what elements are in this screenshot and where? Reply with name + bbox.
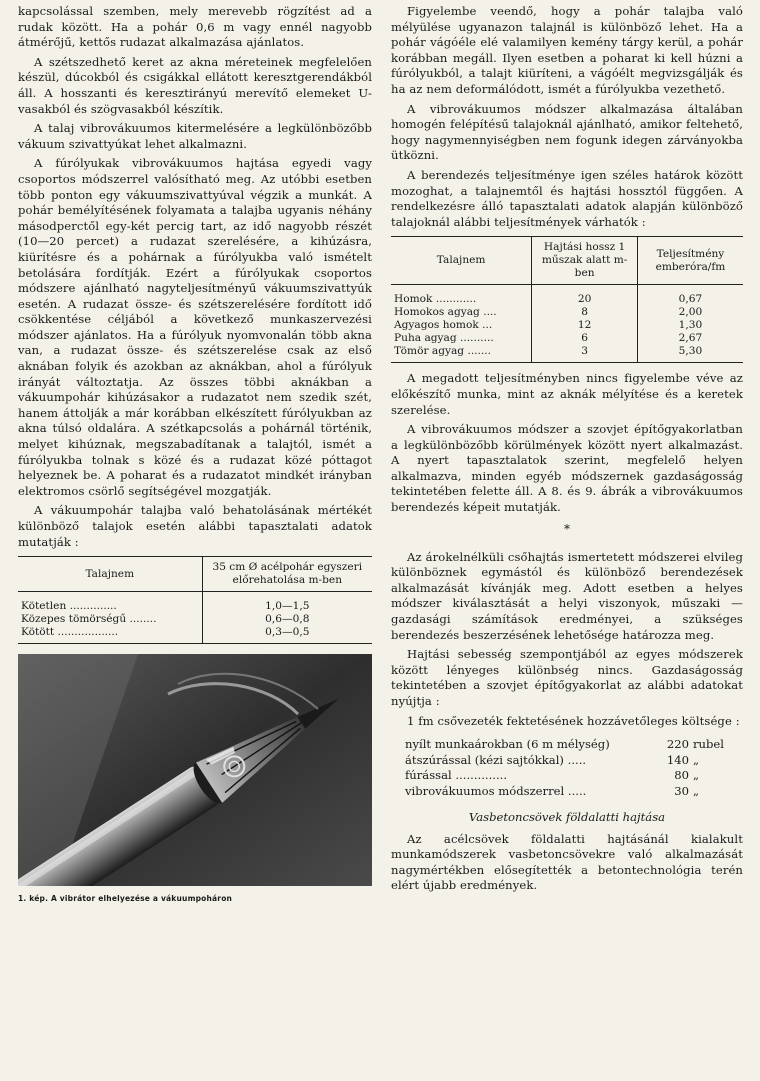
- paragraph: A vákuumpohár talajba való behatolásának mértékét különböző talajok esetén alábbi tapasztalati adatok mutatják :: [18, 503, 372, 549]
- paragraph: A fúrólyukak vibrovákuumos hajtása egyedi vagy csoportos módszerrel valósítható meg. Az utóbbi esetben több ponton egy vákuumszivattyúval végzik a munkát. A pohár bemélyítésének folyamata a talajba ugyanis néhány másodperctől egy-két percig tart, az idő nagyobb részét (10—20 percet) a rudazat szerelésére, a kihúzásra, kiürítésre és a pohárnak a fúrólyukba való ismételt betolására fordítják. Ezért a fúrólyukak csoportos módszere ajánlható nagyteljesítményű vákuumszivattyúk esetén. A rudazat össze- és szétszerelésére fordított idő csökkentése céljából a következő munkaszervezési módszer ajánlatos. Ha a fúrólyuk nyomvonalán több akna van, a rudazat össze- és szétszerelése csak az első aknában folyik és azokban az aknákban, ahol a fúrólyuk irányát változtatja. Az összes többi aknákban a vákuumpohár kihúzásakor a rudazatot nem szedik szét, hanem áttolják a már korábban elkészített fúrólyukban az akna túlsó oldalára. A szétkapcsolás a pohárnál történik, melyet kihúznak, megszabadítanak a talajtól, ismét a fúrólyukba tolnak s közé és a rudazat közé póttagot helyeznek be. A poharat és a rudazatot mindkét irányban elektromos csörlő segítségével mozgatják.: [18, 156, 372, 498]
- table-cell: 2,00: [637, 306, 743, 319]
- table-cell: 0,67: [637, 285, 743, 307]
- table-cell: 8: [532, 306, 638, 319]
- table-cell: 1,30: [637, 319, 743, 332]
- right-column: [391, 4, 743, 898]
- cost-unit: „: [693, 783, 700, 798]
- vibrator-photo-illustration: [18, 654, 372, 886]
- paragraph: 1 fm csővezeték fektetésének hozzávetőleges költsége :: [407, 713, 740, 728]
- cost-list: [391, 737, 743, 799]
- cost-item: átszúrással (kézi sajtókkal) .....: [405, 752, 587, 767]
- paragraph: A szétszedhető keret az akna méreteinek megfelelően készül, dúcokból és csigákkal ellátott keresztgerendákból áll. A hosszanti és keresztirányú merevítő elemeket U-vasakból és szögvasakból készítik.: [18, 54, 372, 116]
- table-cell: Közepes tömörségű ........: [21, 613, 157, 626]
- list-item: [391, 768, 743, 784]
- table-header: Teljesítmény emberóra/fm: [637, 237, 743, 285]
- table-cell: 0,3—0,5: [202, 626, 372, 644]
- cost-value: 140: [666, 752, 689, 767]
- penetration-table: [18, 556, 372, 644]
- table-row: [391, 332, 743, 345]
- table-cell: 1,0—1,5: [202, 592, 372, 614]
- paragraph: A berendezés teljesítménye igen széles határok között mozoghat, a talajnemtől és hajtási hossztól függően. A rendelkezésre álló tapasztalati adatok alapján különböző talajoknál alábbi teljesítmények várhatók :: [391, 167, 743, 229]
- table-header: 35 cm Ø acélpohár egyszeri előrehatolása m-ben: [202, 557, 372, 592]
- cost-unit: „: [693, 768, 700, 783]
- table-cell: Kötött ..................: [18, 626, 202, 644]
- table-row: [18, 626, 372, 644]
- cost-value: 80: [674, 768, 689, 783]
- cost-item: nyílt munkaárokban (6 m mélység): [405, 737, 610, 752]
- list-item: [391, 753, 743, 769]
- paragraph: A vibrovákuumos módszer a szovjet építőgyakorlatban a legkülönbözőbb körülmények között nyert alkalmazást. A nyert tapasztalatok szerint, megfelelő helyen alkalmazva, minden egyéb módszernek gazdaságosság tekintetében felette áll. A 8. és 9. ábrák a vibrovákuumos berendezés képeit mutatják.: [391, 422, 743, 515]
- table-cell: Kötetlen ..............: [21, 600, 117, 613]
- section-separator: *: [564, 521, 570, 536]
- table-cell: 12: [532, 319, 638, 332]
- performance-table: [391, 236, 743, 363]
- figure-caption: 1. kép. A vibrátor elhelyezése a vákuumpoháron: [18, 894, 233, 904]
- table-row: [391, 285, 743, 307]
- paragraph: Hajtási sebesség szempontjából az egyes módszerek között lényeges különbség nincs. Gazdaságosság tekintetében a szovjet építőgyakorlat az alábbi adatokat nyújtja :: [391, 647, 743, 708]
- table-cell: 2,67: [637, 332, 743, 345]
- paragraph: A talaj vibrovákuumos kitermelésére a legkülönbözőbb vákuum szivattyúkat lehet alkalmazni.: [18, 121, 372, 151]
- table-row: [18, 613, 372, 626]
- paragraph: Az acélcsövek földalatti hajtásánál kialakult munkamódszerek vasbetoncsövekre való alkalmazását nagymértékben elősegítették a betontechnológia terén elért újabb eredmények.: [391, 831, 743, 893]
- table-cell: 20: [532, 285, 638, 307]
- cost-item: fúrással ..............: [405, 768, 508, 783]
- table-header: Talajnem: [391, 237, 532, 285]
- table-cell: Puha agyag ..........: [394, 332, 494, 345]
- table-row: [391, 319, 743, 332]
- table-cell: 0,6—0,8: [202, 613, 372, 626]
- paragraph: kapcsolással szemben, mely merevebb rögzítést ad a rudak között. Ha a pohár 0,6 m vagy ennél nagyobb átmérőjű, kettős rudazat alkalmazása ajánlatos.: [18, 4, 372, 50]
- section-heading: Vasbetoncsövek földalatti hajtása: [468, 809, 666, 824]
- table-header: Talajnem: [18, 557, 202, 592]
- table-cell: 6: [532, 332, 638, 345]
- table-row: [391, 345, 743, 363]
- list-item: [391, 784, 743, 800]
- cost-item: vibrovákuumos módszerrel .....: [405, 783, 587, 798]
- list-item: [391, 737, 743, 753]
- cost-value: 30: [674, 783, 689, 798]
- left-column: [18, 4, 372, 903]
- table-cell: 3: [532, 345, 638, 363]
- table-header: Hajtási hossz 1 műszak alatt m-ben: [532, 237, 638, 285]
- table-cell: Homok ............: [394, 293, 477, 306]
- table-cell: Tömör agyag .......: [391, 345, 532, 363]
- table-row: [18, 592, 372, 614]
- paragraph: Figyelembe veendő, hogy a pohár talajba való mélyülése ugyanazon talajnál is különböző lehet. Ha a pohár vágóéle elé valamilyen kemény tárgy kerül, a pohár korábban megáll. Ilyen esetben a poharat ki kell húzni a fúrólyukból, a talajt kiüríteni, a vágóélt megvizsgálják és ha az nem deformálódott, ismét a fúrólyukba vezethető.: [391, 4, 743, 96]
- table-cell: Agyagos homok ...: [394, 319, 493, 332]
- paragraph: A vibrovákuumos módszer alkalmazása általában homogén felépítésű talajoknál ajánlható, amikor feltehető, hogy nagymennyiségben nem fogunk idegen zárványokba ütközni.: [391, 101, 743, 163]
- vibrator-photo: [18, 654, 372, 886]
- table-cell: 5,30: [637, 345, 743, 363]
- cost-value: 220: [666, 737, 689, 752]
- table-row: [391, 306, 743, 319]
- cost-unit: rubel: [693, 737, 724, 752]
- paragraph: Az árokelnélküli csőhajtás ismertetett módszerei elvileg különböznek egymástól és különböző berendezések alkalmazását kívánják meg. Adott esetben a helyes módszer kiválasztását a helyi viszonyok, műszaki —gazdasági számítások eredményei, a szükséges berendezés beszerzésének lehetősége határozza meg.: [391, 549, 743, 642]
- table-cell: Homokos agyag ....: [394, 306, 497, 319]
- cost-unit: „: [693, 752, 700, 767]
- paragraph: A megadott teljesítményben nincs figyelembe véve az előkészítő munka, mint az aknák mélyítése és a keretek szerelése.: [391, 371, 743, 417]
